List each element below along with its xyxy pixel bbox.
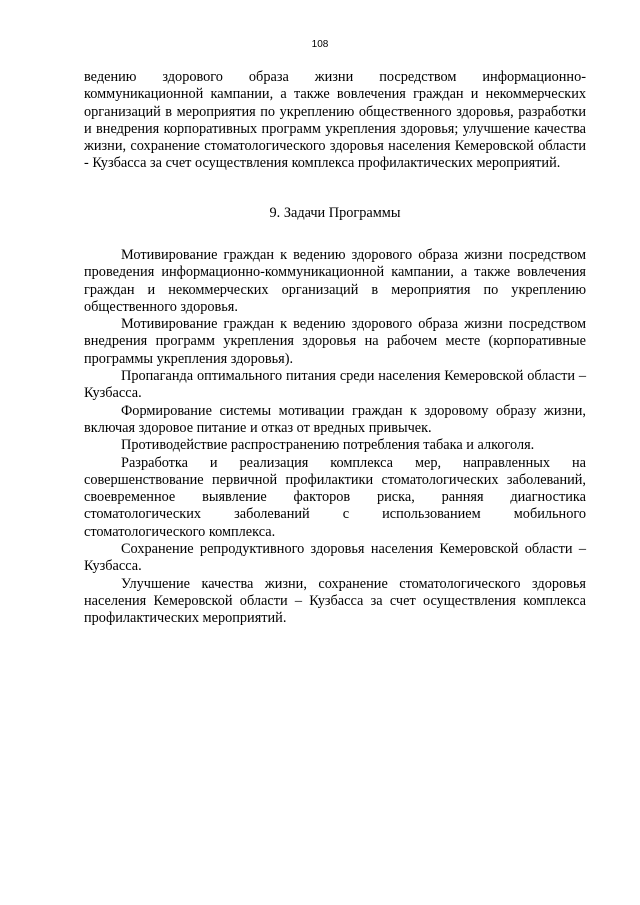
task-paragraph: Формирование системы мотивации граждан к здоровому образу жизни, включая здоровое питание и отказ от вредных привычек. — [84, 402, 586, 436]
task-paragraph: Улучшение качества жизни, сохранение стоматологического здоровья населения Кемеровской области – Кузбасса за счет осуществления комплекса профилактических мероприятий. — [84, 575, 586, 627]
intro-paragraph: ведению здорового образа жизни посредством информационно-коммуникационной кампании, а также вовлечения граждан и некоммерческих организаций в мероприятия по укреплению общественного здоровья, разработки и внедрения корпоративных программ укрепления здоровья; улучшение качества жизни, сохранение стоматологического здоровья населения Кемеровской области - Кузбасса за счет осуществления комплекса профилактических мероприятий. — [84, 69, 586, 172]
page-number: 108 — [311, 39, 329, 50]
tasks-list — [84, 247, 586, 628]
task-paragraph: Разработка и реализация комплекса мер, направленных на совершенствование первичной профилактики стоматологических заболеваний, своевременное выявление факторов риска, ранняя диагностика стоматологических заболеваний с использованием мобильного стоматологического комплекса. — [84, 454, 586, 540]
intro-paragraph-block — [84, 69, 586, 173]
task-paragraph: Сохранение репродуктивного здоровья населения Кемеровской области – Кузбасса. — [84, 541, 586, 575]
task-paragraph: Противодействие распространению потребления табака и алкоголя. — [121, 437, 535, 454]
task-paragraph: Пропаганда оптимального питания среди населения Кемеровской области – Кузбасса. — [84, 368, 586, 402]
task-paragraph: Мотивирование граждан к ведению здорового образа жизни посредством проведения информационно-коммуникационной кампании, а также вовлечения граждан и некоммерческих организаций в мероприятия по укреплению общественного здоровья. — [84, 247, 586, 315]
section-title: 9. Задачи Программы — [269, 205, 401, 221]
task-paragraph: Мотивирование граждан к ведению здорового образа жизни посредством внедрения программ укрепления здоровья на рабочем месте (корпоративные программы укрепления здоровья). — [84, 316, 586, 367]
